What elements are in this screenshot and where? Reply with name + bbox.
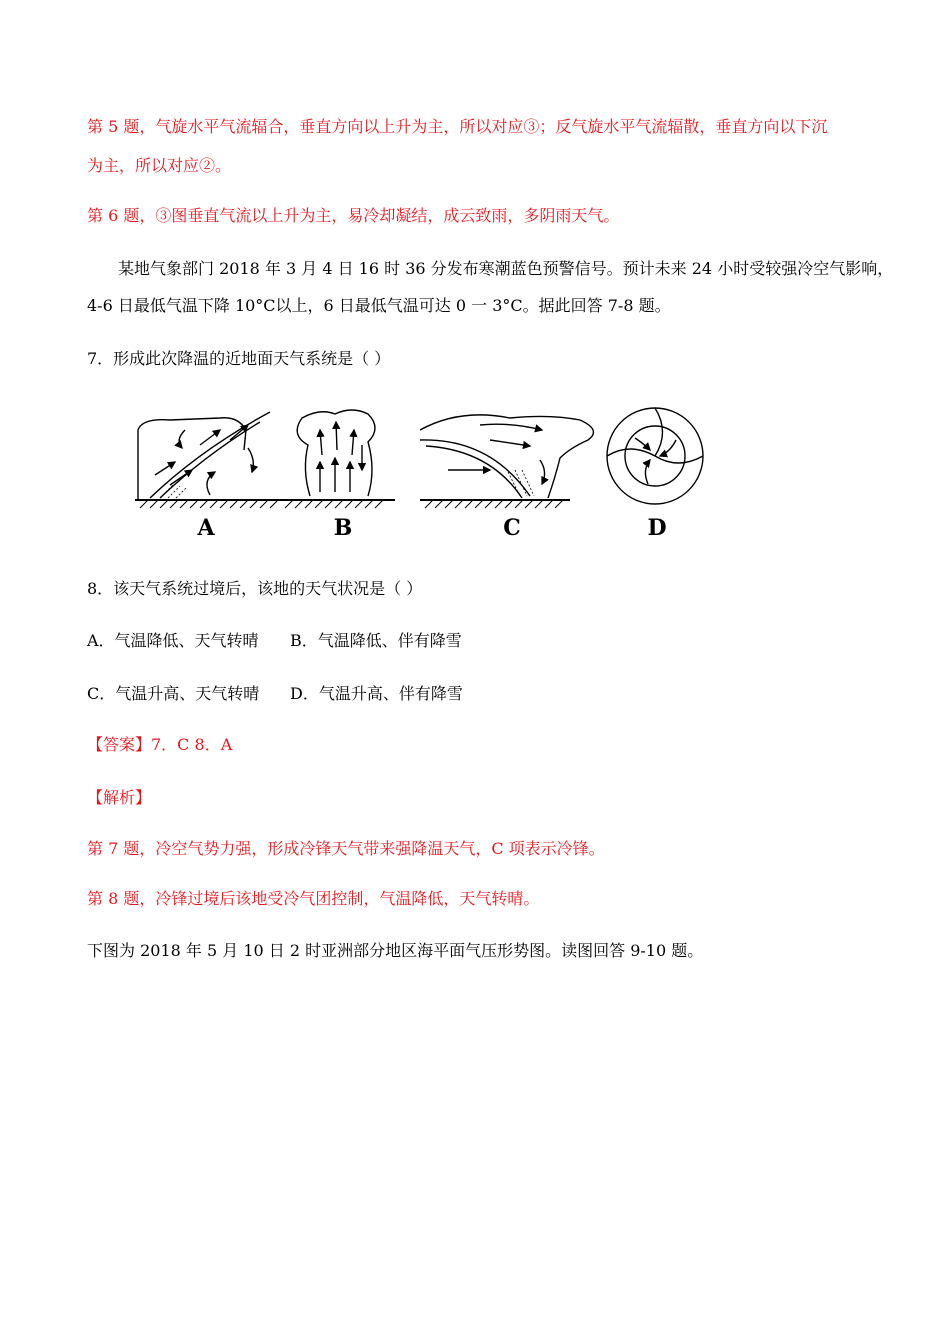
diagram-c-label: C: [503, 515, 521, 541]
answer: 【答案】7．C 8．A: [87, 735, 233, 754]
weather-system-figure: [130, 400, 720, 545]
next-question-intro: 下图为 2018 年 5 月 10 日 2 时亚洲部分地区海平面气压形势图。读图回答 9-10 题。: [87, 941, 704, 960]
option-b: B．气温降低、伴有降雪: [290, 631, 462, 650]
option-a: A．气温降低、天气转晴: [87, 631, 259, 650]
diagram-a: [135, 412, 280, 508]
analysis-q8: 第 8 题，冷锋过境后该地受冷气团控制，气温降低，天气转晴。: [87, 889, 540, 908]
diagram-b: [280, 410, 395, 508]
diagram-a-label: A: [197, 515, 215, 541]
passage-line1: 某地气象部门 2018 年 3 月 4 日 16 时 36 分发布寒潮蓝色预警信号。预计未来 24 小时受较强冷空气影响，: [118, 259, 894, 278]
passage-line2: 4-6 日最低气温下降 10°C以上，6 日最低气温可达 0 一 3°C。据此回答 7-8 题。: [87, 296, 671, 315]
diagram-b-label: B: [333, 515, 353, 541]
analysis-q6: 第 6 题，③图垂直气流以上升为主，易冷却凝结，成云致雨，多阴雨天气。: [87, 206, 620, 225]
question-7: 7．形成此次降温的近地面天气系统是（ ）: [87, 349, 391, 368]
option-d: D．气温升高、伴有降雪: [290, 684, 463, 703]
diagram-d-label: D: [647, 515, 667, 541]
analysis-q7: 第 7 题，冷空气势力强，形成冷锋天气带来强降温天气，C 项表示冷锋。: [87, 839, 605, 858]
analysis-label: 【解析】: [87, 788, 152, 807]
analysis-q5-line2: 为主，所以对应②。: [87, 156, 232, 175]
diagram-c: [420, 415, 593, 508]
analysis-q5-line1: 第 5 题，气旋水平气流辐合，垂直方向以上升为主，所以对应③；反气旋水平气流辐散，垂直方向以下沉: [87, 117, 828, 136]
question-8: 8．该天气系统过境后，该地的天气状况是（ ）: [87, 579, 423, 598]
diagram-d: [607, 408, 703, 504]
option-c: C．气温升高、天气转晴: [87, 684, 260, 703]
